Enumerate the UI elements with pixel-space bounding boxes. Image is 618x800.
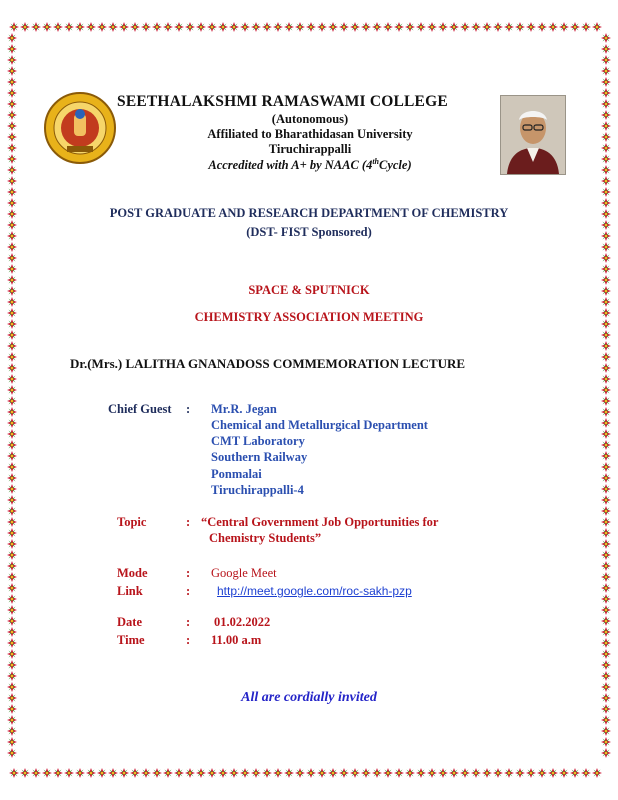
border-flower bbox=[7, 748, 17, 758]
border-flower bbox=[601, 616, 611, 626]
border-flower bbox=[601, 473, 611, 483]
border-flower bbox=[601, 143, 611, 153]
border-flower bbox=[559, 22, 569, 32]
border-flower bbox=[7, 737, 17, 747]
border-flower bbox=[218, 768, 228, 778]
border-flower bbox=[394, 768, 404, 778]
border-flower bbox=[361, 768, 371, 778]
border-flower bbox=[7, 187, 17, 197]
border-flower bbox=[7, 715, 17, 725]
border-flower bbox=[394, 22, 404, 32]
border-flower bbox=[601, 440, 611, 450]
border-flower bbox=[601, 385, 611, 395]
chief-guest-place: Ponmalai bbox=[211, 467, 262, 481]
border-flower bbox=[405, 22, 415, 32]
border-flower bbox=[75, 22, 85, 32]
border-flower bbox=[504, 768, 514, 778]
border-flower bbox=[7, 352, 17, 362]
border-flower bbox=[7, 132, 17, 142]
border-flower bbox=[141, 22, 151, 32]
time-label: Time bbox=[117, 633, 145, 647]
border-flower bbox=[295, 768, 305, 778]
border-flower bbox=[86, 22, 96, 32]
border-flower bbox=[7, 495, 17, 505]
border-flower bbox=[601, 154, 611, 164]
border-flower bbox=[460, 768, 470, 778]
college-affiliation: Affiliated to Bharathidasan University bbox=[207, 127, 413, 141]
border-flower bbox=[7, 418, 17, 428]
border-flower bbox=[86, 768, 96, 778]
border-flower bbox=[601, 605, 611, 615]
border-flower bbox=[601, 374, 611, 384]
border-flower bbox=[328, 22, 338, 32]
border-flower bbox=[7, 561, 17, 571]
border-flower bbox=[53, 22, 63, 32]
border-flower bbox=[64, 22, 74, 32]
border-flower bbox=[7, 605, 17, 615]
border-flower bbox=[284, 22, 294, 32]
founder-portrait-icon bbox=[500, 95, 566, 175]
invitation-text: All are cordially invited bbox=[241, 690, 377, 705]
border-flower bbox=[7, 242, 17, 252]
border-flower bbox=[339, 768, 349, 778]
topic-label: Topic bbox=[117, 515, 147, 529]
border-flower bbox=[601, 363, 611, 373]
topic-line-1: “Central Government Job Opportunities for bbox=[201, 515, 439, 529]
border-flower bbox=[130, 768, 140, 778]
border-flower bbox=[207, 768, 217, 778]
border-flower bbox=[7, 264, 17, 274]
lecture-title: Dr.(Mrs.) LALITHA GNANADOSS COMMEMORATION LECTURE bbox=[70, 356, 466, 371]
border-flower bbox=[42, 768, 52, 778]
border-flower bbox=[493, 22, 503, 32]
border-flower bbox=[7, 44, 17, 54]
border-flower bbox=[601, 341, 611, 351]
topic-line-2: Chemistry Students” bbox=[209, 531, 322, 545]
border-flower bbox=[7, 407, 17, 417]
border-flower bbox=[601, 77, 611, 87]
time-value: 11.00 a.m bbox=[211, 633, 262, 647]
border-flower bbox=[601, 528, 611, 538]
border-flower bbox=[581, 768, 591, 778]
border-flower bbox=[7, 660, 17, 670]
border-flower bbox=[350, 768, 360, 778]
border-flower bbox=[601, 451, 611, 461]
border-flower bbox=[7, 649, 17, 659]
college-city: Tiruchirappalli bbox=[268, 142, 352, 156]
border-flower bbox=[601, 187, 611, 197]
border-flower bbox=[141, 768, 151, 778]
border-flower bbox=[262, 22, 272, 32]
border-flower bbox=[601, 176, 611, 186]
college-emblem-icon bbox=[43, 90, 117, 166]
border-flower bbox=[438, 22, 448, 32]
border-flower bbox=[515, 22, 525, 32]
border-flower bbox=[7, 253, 17, 263]
topic-separator: : bbox=[186, 515, 191, 529]
border-flower bbox=[438, 768, 448, 778]
border-flower bbox=[152, 768, 162, 778]
border-flower bbox=[601, 715, 611, 725]
border-flower bbox=[31, 22, 41, 32]
border-flower bbox=[174, 768, 184, 778]
border-flower bbox=[548, 22, 558, 32]
border-flower bbox=[108, 768, 118, 778]
border-flower bbox=[504, 22, 514, 32]
association-event: CHEMISTRY ASSOCIATION MEETING bbox=[194, 310, 424, 324]
border-flower bbox=[196, 22, 206, 32]
border-flower bbox=[601, 594, 611, 604]
border-flower bbox=[601, 484, 611, 494]
border-flower bbox=[229, 768, 239, 778]
border-flower bbox=[601, 638, 611, 648]
border-flower bbox=[7, 66, 17, 76]
border-flower bbox=[273, 22, 283, 32]
college-accreditation: Accredited with A+ by NAAC (4thCycle) bbox=[208, 157, 412, 173]
border-flower bbox=[7, 627, 17, 637]
border-flower bbox=[601, 506, 611, 516]
mode-value: Google Meet bbox=[211, 566, 277, 580]
border-flower bbox=[119, 22, 129, 32]
border-flower bbox=[601, 99, 611, 109]
border-flower bbox=[427, 768, 437, 778]
border-flower bbox=[306, 768, 316, 778]
border-flower bbox=[601, 539, 611, 549]
border-flower bbox=[64, 768, 74, 778]
border-flower bbox=[601, 572, 611, 582]
border-flower bbox=[601, 121, 611, 131]
border-flower bbox=[581, 22, 591, 32]
border-flower bbox=[449, 768, 459, 778]
border-flower bbox=[372, 22, 382, 32]
border-flower bbox=[7, 616, 17, 626]
border-flower bbox=[174, 22, 184, 32]
border-flower bbox=[405, 768, 415, 778]
border-flower bbox=[601, 726, 611, 736]
border-flower bbox=[273, 768, 283, 778]
border-flower bbox=[601, 396, 611, 406]
border-flower bbox=[7, 539, 17, 549]
border-flower bbox=[601, 418, 611, 428]
border-flower bbox=[601, 253, 611, 263]
border-flower bbox=[601, 33, 611, 43]
time-separator: : bbox=[186, 633, 191, 647]
border-flower bbox=[7, 484, 17, 494]
date-value: 01.02.2022 bbox=[214, 615, 271, 629]
border-flower bbox=[601, 462, 611, 472]
chief-guest-department: Chemical and Metallurgical Department bbox=[211, 418, 428, 432]
department-name: POST GRADUATE AND RESEARCH DEPARTMENT OF CHEMISTRY bbox=[109, 206, 509, 220]
border-flower bbox=[601, 88, 611, 98]
border-flower bbox=[295, 22, 305, 32]
border-flower bbox=[601, 132, 611, 142]
border-flower bbox=[7, 77, 17, 87]
border-flower bbox=[601, 429, 611, 439]
college-name: SEETHALAKSHMI RAMASWAMI COLLEGE bbox=[117, 93, 448, 110]
border-flower bbox=[20, 22, 30, 32]
border-flower bbox=[601, 649, 611, 659]
border-flower bbox=[601, 748, 611, 758]
border-flower bbox=[601, 44, 611, 54]
border-flower bbox=[601, 561, 611, 571]
border-flower bbox=[7, 55, 17, 65]
border-flower bbox=[163, 22, 173, 32]
date-separator: : bbox=[186, 615, 191, 629]
border-flower bbox=[427, 22, 437, 32]
border-flower bbox=[601, 110, 611, 120]
border-flower bbox=[601, 352, 611, 362]
border-flower bbox=[7, 396, 17, 406]
border-flower bbox=[97, 22, 107, 32]
border-flower bbox=[7, 550, 17, 560]
mode-label: Mode bbox=[117, 566, 148, 580]
border-flower bbox=[185, 22, 195, 32]
border-flower bbox=[7, 528, 17, 538]
border-flower bbox=[526, 768, 536, 778]
border-flower bbox=[262, 768, 272, 778]
border-flower bbox=[493, 768, 503, 778]
border-flower bbox=[306, 22, 316, 32]
border-flower bbox=[240, 768, 250, 778]
link-separator: : bbox=[186, 584, 191, 598]
border-flower bbox=[7, 385, 17, 395]
border-flower bbox=[20, 768, 30, 778]
border-flower bbox=[601, 242, 611, 252]
date-label: Date bbox=[117, 615, 142, 629]
border-flower bbox=[7, 671, 17, 681]
border-flower bbox=[416, 22, 426, 32]
border-flower bbox=[75, 768, 85, 778]
border-flower bbox=[601, 737, 611, 747]
border-flower bbox=[537, 768, 547, 778]
border-flower bbox=[601, 627, 611, 637]
border-flower bbox=[7, 451, 17, 461]
border-flower bbox=[372, 768, 382, 778]
border-flower bbox=[383, 22, 393, 32]
college-status: (Autonomous) bbox=[271, 112, 349, 126]
border-flower bbox=[7, 33, 17, 43]
border-flower bbox=[570, 22, 580, 32]
border-flower bbox=[537, 22, 547, 32]
border-flower bbox=[7, 330, 17, 340]
border-flower bbox=[361, 22, 371, 32]
border-flower bbox=[7, 374, 17, 384]
border-flower bbox=[317, 768, 327, 778]
border-flower bbox=[482, 768, 492, 778]
border-flower bbox=[7, 440, 17, 450]
chief-guest-separator: : bbox=[186, 402, 191, 416]
border-flower bbox=[592, 768, 602, 778]
border-flower bbox=[42, 22, 52, 32]
border-flower bbox=[460, 22, 470, 32]
border-flower bbox=[97, 768, 107, 778]
border-flower bbox=[7, 99, 17, 109]
border-flower bbox=[185, 768, 195, 778]
border-flower bbox=[570, 768, 580, 778]
border-flower bbox=[471, 768, 481, 778]
border-flower bbox=[7, 154, 17, 164]
border-flower bbox=[416, 768, 426, 778]
border-flower bbox=[7, 121, 17, 131]
border-flower bbox=[7, 572, 17, 582]
chief-guest-city: Tiruchirappalli-4 bbox=[211, 483, 304, 497]
border-flower bbox=[350, 22, 360, 32]
border-flower bbox=[601, 66, 611, 76]
mode-separator: : bbox=[186, 566, 191, 580]
border-flower bbox=[196, 768, 206, 778]
border-flower bbox=[339, 22, 349, 32]
border-flower bbox=[7, 363, 17, 373]
border-flower bbox=[7, 143, 17, 153]
border-flower bbox=[218, 22, 228, 32]
border-flower bbox=[601, 671, 611, 681]
border-flower bbox=[9, 22, 19, 32]
border-flower bbox=[108, 22, 118, 32]
border-flower bbox=[601, 165, 611, 175]
border-flower bbox=[482, 22, 492, 32]
border-flower bbox=[9, 768, 19, 778]
border-flower bbox=[7, 297, 17, 307]
border-flower bbox=[7, 517, 17, 527]
border-flower bbox=[601, 495, 611, 505]
border-flower bbox=[601, 330, 611, 340]
border-flower bbox=[152, 22, 162, 32]
border-flower bbox=[601, 297, 611, 307]
border-flower bbox=[526, 22, 536, 32]
border-flower bbox=[317, 22, 327, 32]
border-flower bbox=[471, 22, 481, 32]
border-flower bbox=[601, 55, 611, 65]
department-sponsor: (DST- FIST Sponsored) bbox=[246, 225, 372, 239]
chief-guest-name: Mr.R. Jegan bbox=[211, 402, 277, 416]
border-flower bbox=[53, 768, 63, 778]
border-flower bbox=[163, 768, 173, 778]
border-flower bbox=[207, 22, 217, 32]
border-flower bbox=[601, 550, 611, 560]
border-flower bbox=[284, 768, 294, 778]
border-flower bbox=[515, 768, 525, 778]
border-flower bbox=[119, 768, 129, 778]
border-flower bbox=[7, 583, 17, 593]
border-flower bbox=[229, 22, 239, 32]
border-flower bbox=[7, 165, 17, 175]
border-flower bbox=[130, 22, 140, 32]
association-name: SPACE & SPUTNICK bbox=[248, 283, 370, 297]
border-flower bbox=[383, 768, 393, 778]
chief-guest-lab: CMT Laboratory bbox=[211, 434, 305, 448]
border-flower bbox=[7, 726, 17, 736]
border-flower bbox=[601, 583, 611, 593]
border-flower bbox=[7, 341, 17, 351]
border-flower bbox=[7, 429, 17, 439]
border-flower bbox=[7, 594, 17, 604]
border-flower bbox=[251, 22, 261, 32]
border-flower bbox=[7, 88, 17, 98]
border-flower bbox=[601, 407, 611, 417]
border-flower bbox=[7, 462, 17, 472]
meet-link[interactable]: http://meet.google.com/roc-sakh-pzp bbox=[217, 584, 412, 598]
border-flower bbox=[7, 638, 17, 648]
border-flower bbox=[559, 768, 569, 778]
border-flower bbox=[31, 768, 41, 778]
link-label: Link bbox=[117, 584, 143, 598]
border-flower bbox=[601, 517, 611, 527]
chief-guest-org: Southern Railway bbox=[211, 450, 308, 464]
border-flower bbox=[240, 22, 250, 32]
border-flower bbox=[601, 264, 611, 274]
border-flower bbox=[251, 768, 261, 778]
border-flower bbox=[601, 660, 611, 670]
border-flower bbox=[7, 110, 17, 120]
chief-guest-label: Chief Guest bbox=[108, 402, 172, 416]
border-flower bbox=[449, 22, 459, 32]
border-flower bbox=[7, 176, 17, 186]
border-flower bbox=[7, 473, 17, 483]
border-flower bbox=[592, 22, 602, 32]
border-flower bbox=[7, 506, 17, 516]
border-flower bbox=[548, 768, 558, 778]
border-flower bbox=[328, 768, 338, 778]
